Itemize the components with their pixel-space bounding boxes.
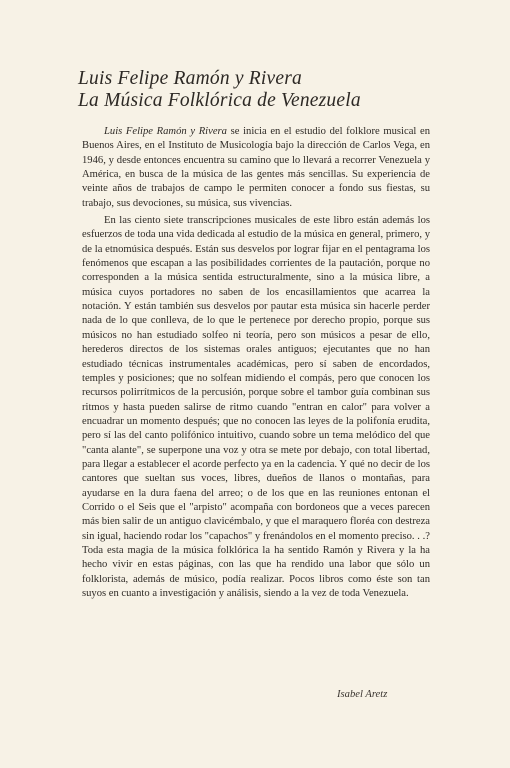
paragraph-1-text: se inicia en el estudio del folklore musical en Buenos Aires, en el Instituto de Musicología bajo la dirección de Carlos Vega, en 1946, y desde entonces encuentra su camino que lo llevará a recorrer Venezuela y América, en busca de la música de las gentes más sencillas. Su experiencia de veinte años de trabajos de campo le permiten conocer a fondo sus fiestas, su trabajo, sus devociones, su música, sus vivencias. xyxy=(82,126,431,209)
title-block xyxy=(78,68,361,112)
paragraph-1 xyxy=(82,125,430,211)
signature: Isabel Aretz xyxy=(337,689,388,700)
author-name-inline: Luis Felipe Ramón y Rivera xyxy=(104,126,227,137)
paragraph-2: En las ciento siete transcripciones musicales de este libro están además los esfuerzos de toda una vida dedicada al estudio de la música en general, primero, y de la etnomúsica después. Están sus desvelos por lograr fijar en el pentagrama los fenómenos que escapan a las posibilidades corrientes de la pautación, porque no corresponden a la música sentida estructuralmente, sino a la música libre, a música cuyos portadores no saben de los encasillamientos que acarrea la notación. Y están también sus desvelos por pautar esta música sin hacerle perder nada de lo que conlleva, de lo que le pertenece por derecho propio, porque sus músicos no han estudiado solfeo ni teoría, pero son músicos a pesar de ello, herederos directos de los sistemas orales antiguos; ejecutantes que no han estudiado técnicas instrumentales académicas, pero sí saben de encordados, temples y posiciones; que no solfean midiendo el compás, pero que conocen los recursos polirrítmicos de la percusión, porque sobre el tambor guía combinan sus ritmos y hasta pueden salirse de ritmo cuando "entran en calor" para volver a encuadrar un momento después; que no conocen las leyes de la polifonía erudita, pero sí las del canto polifónico intuitivo, cuando sobre un tema melódico del que "canta alante", se superpone una voz y otra se mete por debajo, con total libertad, para llegar a establecer el acorde perfecto ya en la cadencia. Y qué no decir de los cantores que sueltan sus voces, libres, dueños de llanos o montañas, para ayudarse en la dura faena del arreo; o de los que en las reuniones entonan el Corrido o el Seis que el "arpisto" acompaña con bordoneos que a veces parecen más bien salir de un antiguo clavicémbalo, y que el maraquero floréa con destreza sin igual, haciendo rodar los "capachos" y frenándolos en el momento preciso. . .? Toda esta magia de la música folklórica la ha sentido Ramón y Rivera y la ha hecho vivir en estas páginas, con las que ha rendido una labor que sólo un folklorista, además de músico, podía realizar. Pocos libros como éste son tan suyos en cuanto a investigación y análisis, siendo a la vez de toda Venezuela. xyxy=(82,215,430,599)
body-text xyxy=(82,125,430,601)
book-title: La Música Folklórica de Venezuela xyxy=(78,90,361,111)
author-title: Luis Felipe Ramón y Rivera xyxy=(78,68,302,89)
